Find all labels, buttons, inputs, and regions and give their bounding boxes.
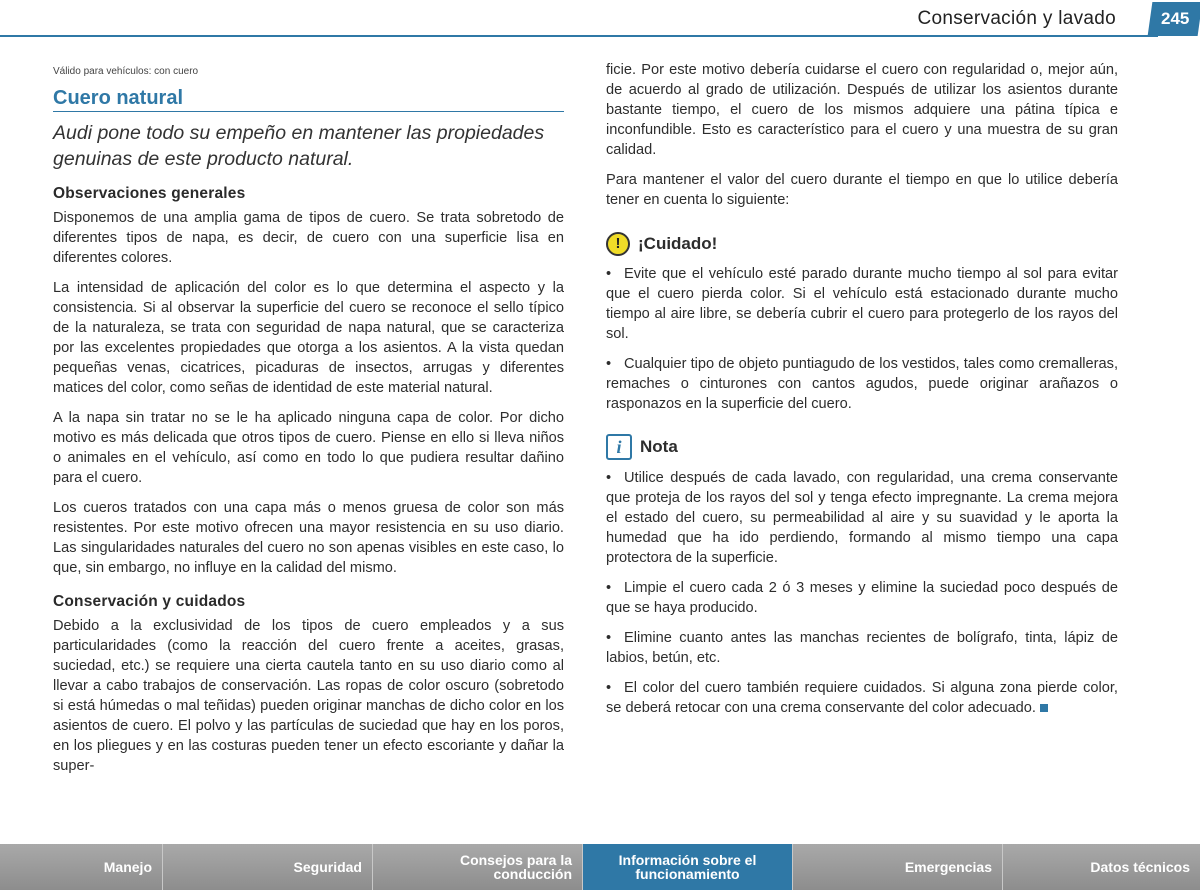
- page-number: 245: [1160, 9, 1190, 28]
- paragraph: Los cueros tratados con una capa más o menos gruesa de color son más resistentes. Por este motivo ofrecen una mayor resistencia en su uso diario. Las singularidades naturales del cuero no son apenas visibles en este caso, lo que, sin embargo, no influye en la calidad del mismo.: [53, 500, 564, 576]
- left-column: [53, 62, 564, 786]
- bullet-icon: •: [606, 266, 612, 282]
- paragraph: Disponemos de una amplia gama de tipos de cuero. Se trata sobretodo de diferentes tipos de napa, es decir, de cuero con una superficie lisa en diferentes colores.: [53, 210, 564, 266]
- caution-header: [606, 232, 1118, 256]
- tab-emergencias[interactable]: Emergencias: [793, 844, 1003, 890]
- right-column: [606, 60, 1118, 728]
- running-header: Conservación y lavado: [917, 8, 1116, 29]
- lead-paragraph: Audi pone todo su empeño en mantener las propiedades genuinas de este producto natural.: [53, 122, 545, 170]
- end-of-section-icon: [1040, 704, 1048, 712]
- bullet-icon: •: [606, 680, 612, 696]
- caution-item: • Cualquier tipo de objeto puntiagudo de los vestidos, tales como cremalleras, remaches o cinturones con cantos agudos, puede originar arañazos o rasponazos en la superficie del cuero.: [606, 356, 1118, 412]
- paragraph: Debido a la exclusividad de los tipos de cuero empleados y a sus particularidades (como la reacción del cuero frente a aceites, grasas, suciedad, etc.) se requiere una cierta cautela tanto en su uso diario como al llevar a cabo trabajos de conservación. Las ropas de color oscuro (sobretodo si está húmedas o mal teñidas) pueden originar manchas de dicho color en los asientos de cuero. El polvo y las partículas de suciedad que hay en los poros, en los pliegues y en las costuras pueden tener un efecto escoriante y dañar la super-: [53, 618, 564, 774]
- subheading-general: Observaciones generales: [53, 185, 246, 202]
- bullet-icon: •: [606, 630, 612, 646]
- note-item: • Limpie el cuero cada 2 ó 3 meses y elimine la suciedad poco después de que se haya producido.: [606, 580, 1118, 616]
- paragraph: Para mantener el valor del cuero durante el tiempo en que lo utilice debería tener en cuenta lo siguiente:: [606, 172, 1118, 208]
- tab-manejo[interactable]: Manejo: [0, 844, 163, 890]
- subheading-care: Conservación y cuidados: [53, 593, 246, 610]
- note-item: • Utilice después de cada lavado, con regularidad, una crema conservante que proteja de los rayos del sol y tenga efecto impregnante. La crema mejora el estado del cuero, su permeabilidad al aire y su suavidad y le aporta la humedad que ha ido perdiendo, formando al mismo tiempo una capa protectora de la superficie.: [606, 470, 1118, 566]
- note-item: • Elimine cuanto antes las manchas recientes de bolígrafo, tinta, lápiz de labios, betún, etc.: [606, 630, 1118, 666]
- chapter-nav: [0, 844, 1200, 890]
- page-number-badge: [1148, 2, 1200, 36]
- bullet-icon: •: [606, 580, 612, 596]
- paragraph: La intensidad de aplicación del color es lo que determina el aspecto y la consistencia. Si al observar la superficie del cuero se reconoce el sello típico de la naturaleza, se trata con seguridad de napa natural, que se caracteriza por las excelentes propiedades que otorga a los asientos. A la vista quedan pequeñas venas, cicatrices, picaduras de insectos, arrugas y diferentes matices del color, como señas de identidad de este material natural.: [53, 280, 564, 396]
- validity-note: Válido para vehículos: con cuero: [53, 66, 199, 77]
- tab-datos-tecnicos[interactable]: Datos técnicos: [1003, 844, 1200, 890]
- bullet-icon: •: [606, 470, 612, 486]
- note-item: • El color del cuero también requiere cuidados. Si alguna zona pierde color, se deberá retocar con una crema conservante del color adecuado.: [606, 680, 1118, 716]
- header-rule: [0, 35, 1158, 37]
- section-title: Cuero natural: [53, 88, 564, 112]
- info-icon: i: [606, 434, 632, 460]
- paragraph: A la napa sin tratar no se le ha aplicado ninguna capa de color. Por dicho motivo es más delicada que otros tipos de cuero. Piense en ello si lleva niños o animales en el vehículo, así como en todo lo que pudiera resultar dañino para el cuero.: [53, 410, 564, 486]
- tab-seguridad[interactable]: Seguridad: [163, 844, 373, 890]
- caution-icon: !: [606, 232, 630, 256]
- tab-informacion-funcionamiento[interactable]: Información sobre el funcionamiento: [583, 844, 793, 890]
- note-label: Nota: [640, 437, 678, 456]
- note-header: [606, 434, 1118, 460]
- caution-label: ¡Cuidado!: [638, 234, 718, 253]
- paragraph: ficie. Por este motivo debería cuidarse el cuero con regularidad o, mejor aún, de acuerdo al grado de utilización. Después de utilizar los asientos durante bastante tiempo, el cuero de los mismos adquiere una pátina típica e inconfundible. Esto es característico para el cuero y una muestra de su gran calidad.: [606, 62, 1118, 158]
- tab-consejos-conduccion[interactable]: Consejos para la conducción: [373, 844, 583, 890]
- bullet-icon: •: [606, 356, 612, 372]
- caution-item: • Evite que el vehículo esté parado durante mucho tiempo al sol para evitar que el cuero pierda color. Si el vehículo está estacionado durante mucho tiempo al aire libre, se debería cubrir el cuero para protegerlo de los rayos del sol.: [606, 266, 1118, 342]
